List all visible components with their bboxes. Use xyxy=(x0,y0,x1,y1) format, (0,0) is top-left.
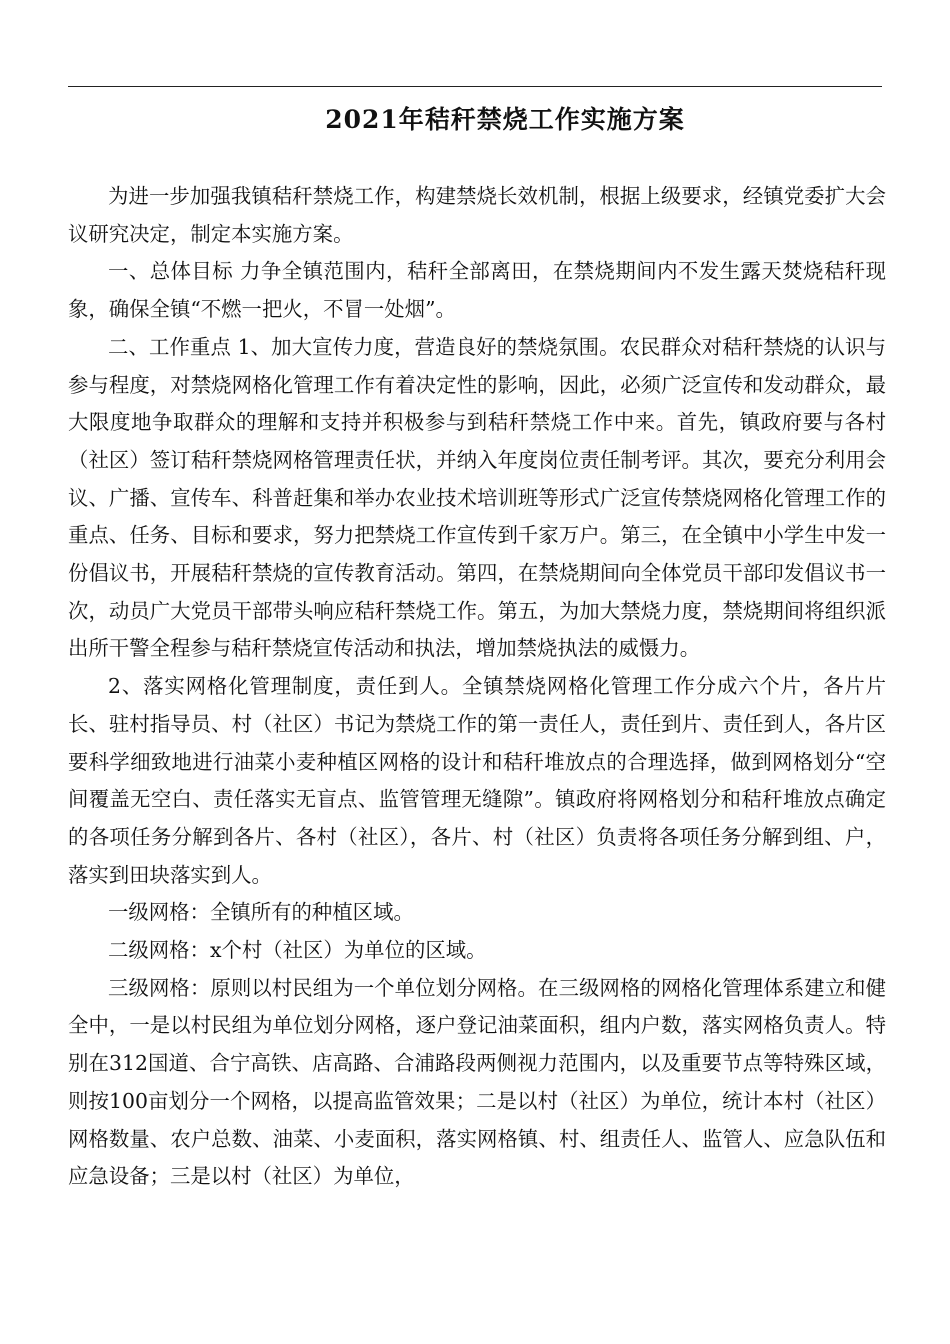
paragraph-grid-level-1: 一级网格：全镇所有的种植区域。 xyxy=(108,900,414,925)
paragraph-grid-level-2: 二级网格：x个村（社区）为单位的区域。 xyxy=(108,938,487,963)
paragraph-grid-management: 2、落实网格化管理制度，责任到人。全镇禁烧网格化管理工作分成六个片，各片片长、驻村指导员、村（社区）书记为禁烧工作的第一责任人，责任到片、责任到人，各片区要科学细致地进行油菜小麦种植区网格的设计和秸秆堆放点的合理选择，做到网格划分“空间覆盖无空白、责任落实无盲点、监管管理无缝隙”。镇政府将网格划分和秸秆堆放点确定的各项任务分解到各片、各村（社区），各片、村（社区）负责将各项任务分解到组、户，落实到田块落实到人。 xyxy=(68,674,886,887)
header-rule xyxy=(68,86,882,87)
document-body xyxy=(68,178,886,1196)
paragraph-intro: 为进一步加强我镇秸秆禁烧工作，构建禁烧长效机制，根据上级要求，经镇党委扩大会议研究决定，制定本实施方案。 xyxy=(68,184,886,246)
paragraph-grid-level-3: 三级网格：原则以村民组为一个单位划分网格。在三级网格的网格化管理体系建立和健全中，一是以村民组为单位划分网格，逐户登记油菜面积，组内户数，落实网格负责人。特别在312国道、合宁高铁、店高路、合浦路段两侧视力范围内，以及重要节点等特殊区域，则按100亩划分一个网格，以提高监管效果；二是以村（社区）为单位，统计本村（社区）网格数量、农户总数、油菜、小麦面积，落实网格镇、村、组责任人、监管人、应急队伍和应急设备；三是以村（社区）为单位， xyxy=(68,975,886,1189)
document-title: 2021年秸秆禁烧工作实施方案 xyxy=(325,105,685,134)
paragraph-work-focus-publicity: 二、工作重点 1、加大宣传力度，营造良好的禁烧氛围。农民群众对秸秆禁烧的认识与参与程度，对禁烧网格化管理工作有着决定性的影响，因此，必须广泛宣传和发动群众，最大限度地争取群众的理解和支持并积极参与到秸秆禁烧工作中来。首先，镇政府要与各村（社区）签订秸秆禁烧网格管理责任状，并纳入年度岗位责任制考评。其次，要充分利用会议、广播、宣传车、科普赶集和举办农业技术培训班等形式广泛宣传禁烧网格化管理工作的重点、任务、目标和要求，努力把禁烧工作宣传到千家万户。第三，在全镇中小学生中发一份倡议书，开展秸秆禁烧的宣传教育活动。第四，在禁烧期间向全体党员干部印发倡议书一次，动员广大党员干部带头响应秸秆禁烧工作。第五，为加大禁烧力度，禁烧期间将组织派出所干警全程参与秸秆禁烧宣传活动和执法，增加禁烧执法的威慑力。 xyxy=(68,334,886,661)
paragraph-overall-goal: 一、总体目标 力争全镇范围内，秸秆全部离田，在禁烧期间内不发生露天焚烧秸秆现象，确保全镇“不燃一把火，不冒一处烟”。 xyxy=(68,259,886,322)
